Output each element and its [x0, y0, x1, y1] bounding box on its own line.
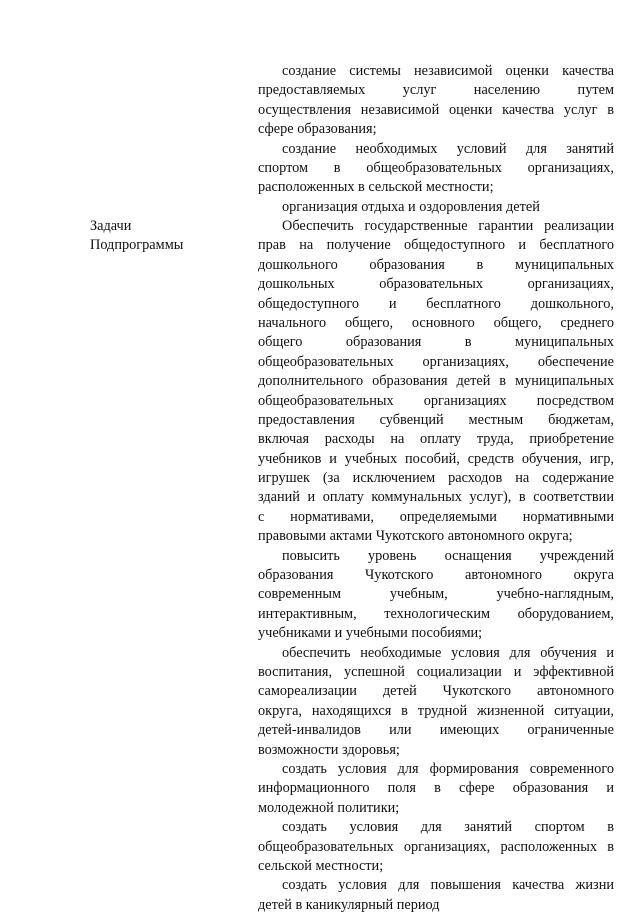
tasks-line: зданий и оплату коммунальных услуг), в соответствии	[258, 489, 614, 506]
tasks-line: самореализации детей Чукотского автономного	[258, 683, 614, 700]
tasks-line: современным учебным, учебно-наглядным,	[258, 586, 614, 603]
tasks-line: дополнительного образования детей в муниципальных	[258, 373, 614, 390]
tasks-line: с нормативами, определяемыми нормативными	[258, 508, 614, 525]
tasks-line: округа, находящихся в трудной жизненной ситуации,	[258, 702, 614, 719]
tasks-line: образования Чукотского автономного округа	[258, 567, 614, 584]
intro-line: предоставляемых услуг населению путем	[258, 82, 614, 99]
tasks-line: сельской местности;	[258, 857, 384, 874]
tasks-line: дошкольного образования в муниципальных	[258, 256, 614, 273]
tasks-line: учебников и учебных пособий, средств обучения, игр,	[258, 450, 614, 467]
tasks-line: правовыми актами Чукотского автономного округа;	[258, 528, 573, 545]
tasks-text-block	[258, 217, 614, 915]
tasks-label	[90, 217, 240, 256]
intro-line: организация отдыха и оздоровления детей	[282, 198, 540, 215]
tasks-line: прав на получение общедоступного и бесплатного	[258, 237, 614, 254]
tasks-line: игрушек (за исключением расходов на содержание	[258, 470, 614, 487]
tasks-line: воспитания, успешной социализации и эффективной	[258, 663, 614, 680]
tasks-line: общеобразовательных организациях, обеспечение	[258, 353, 614, 370]
tasks-line: включая расходы на оплату труда, приобретение	[258, 431, 614, 448]
tasks-line: информационного поля в сфере образования и	[258, 780, 614, 797]
intro-line: расположенных в сельской местности;	[258, 179, 494, 196]
intro-line: создание системы независимой оценки качества	[282, 63, 614, 79]
tasks-line: общеобразовательных организациях, расположенных в	[258, 838, 614, 855]
tasks-line: дошкольных образовательных организациях,	[258, 276, 614, 293]
tasks-line: предоставления субвенций местным бюджетам,	[258, 411, 614, 428]
intro-text-block	[258, 62, 614, 217]
tasks-label-line-1: Задачи	[90, 218, 132, 234]
intro-line: сфере образования;	[258, 121, 377, 138]
tasks-line: создать условия для формирования современного	[282, 760, 614, 777]
tasks-label-line-2: Подпрограммы	[90, 237, 184, 254]
tasks-line: молодежной политики;	[258, 799, 400, 816]
tasks-line: детей-инвалидов или имеющих ограниченные	[258, 722, 614, 739]
tasks-line: общеобразовательных организациях посредством	[258, 392, 614, 409]
tasks-line: общедоступного и бесплатного дошкольного,	[258, 295, 614, 312]
tasks-line: создать условия для занятий спортом в	[282, 819, 614, 836]
tasks-line: детей в каникулярный период	[258, 896, 440, 913]
tasks-line: создать условия для повышения качества жизни	[282, 877, 614, 894]
tasks-line: начального общего, основного общего, среднего	[258, 314, 614, 331]
intro-line: осуществления независимой оценки качества услуг в	[258, 101, 614, 118]
tasks-line: обеспечить необходимые условия для обучения и	[282, 644, 614, 661]
tasks-line: интерактивным, технологическим оборудованием,	[258, 605, 614, 622]
tasks-line: возможности здоровья;	[258, 741, 400, 758]
intro-line: создание необходимых условий для занятий	[282, 140, 614, 157]
tasks-line: повысить уровень оснащения учреждений	[282, 547, 614, 564]
intro-line: спортом в общеобразовательных организациях,	[258, 159, 614, 176]
tasks-line: учебниками и учебными пособиями;	[258, 625, 483, 642]
tasks-line: Обеспечить государственные гарантии реализации	[282, 218, 614, 234]
tasks-line: общего образования в муниципальных	[258, 334, 614, 351]
